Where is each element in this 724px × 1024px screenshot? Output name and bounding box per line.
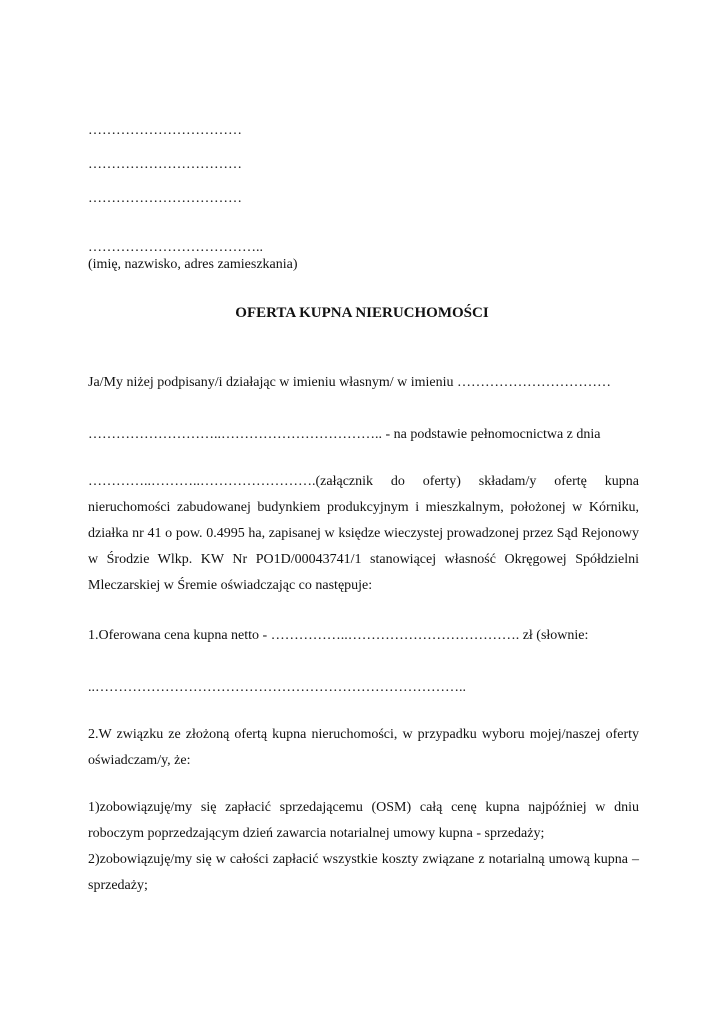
- name-dotted-line: ……………………………: [88, 191, 242, 206]
- power-of-attorney-line: ………………………..…………………………….. - na podstawie pełnomocnictwa z dnia: [88, 427, 601, 442]
- price-in-words-line: ..……………………………………………………………………..: [88, 680, 466, 695]
- declaration-paragraph: 2.W związku ze złożoną ofertą kupna nieruchomości, w przypadku wyboru mojej/naszej oferty oświadczam/y, że:: [88, 727, 639, 768]
- address-caption: (imię, nazwisko, adres zamieszkania): [88, 257, 298, 272]
- document-title: OFERTA KUPNA NIERUCHOMOŚCI: [235, 305, 489, 321]
- offer-paragraph: …………..………..…………………….(załącznik do oferty) składam/y ofertę kupna nieruchomości zabudowanej budynkiem produkcyjnym i mieszkalnym, położonej w Kórniku, działka nr 41 o pow. 0.4995 ha, zapisanej w księdze wieczystej prowadzonej przez Sąd Rejonowy w Środzie Wlkp. KW Nr PO1D/00043741/1 stanowiącej własność Okręgowej Spółdzielni Mleczarskiej w Śremie oświadczając co następuje:: [88, 474, 639, 593]
- declaration-item-1: 1)zobowiązuję/my się zapłacić sprzedającemu (OSM) całą cenę kupna najpóźniej w dniu roboczym poprzedzającym dzień zawarcia notarialnej umowy kupna - sprzedaży;: [88, 800, 639, 841]
- representation-line: Ja/My niżej podpisany/i działając w imieniu własnym/ w imieniu ……………………………: [88, 375, 611, 390]
- declaration-item-2: 2)zobowiązuję/my się w całości zapłacić wszystkie koszty związane z notarialną umową kupna – sprzedaży;: [88, 852, 639, 893]
- price-line: 1.Oferowana cena kupna netto - ……………..………………………………. zł (słownie:: [88, 628, 589, 643]
- name-dotted-line: ……………………………: [88, 123, 242, 138]
- name-dotted-line: ……………………………: [88, 157, 242, 172]
- name-dotted-line: ………………………………..: [88, 240, 263, 255]
